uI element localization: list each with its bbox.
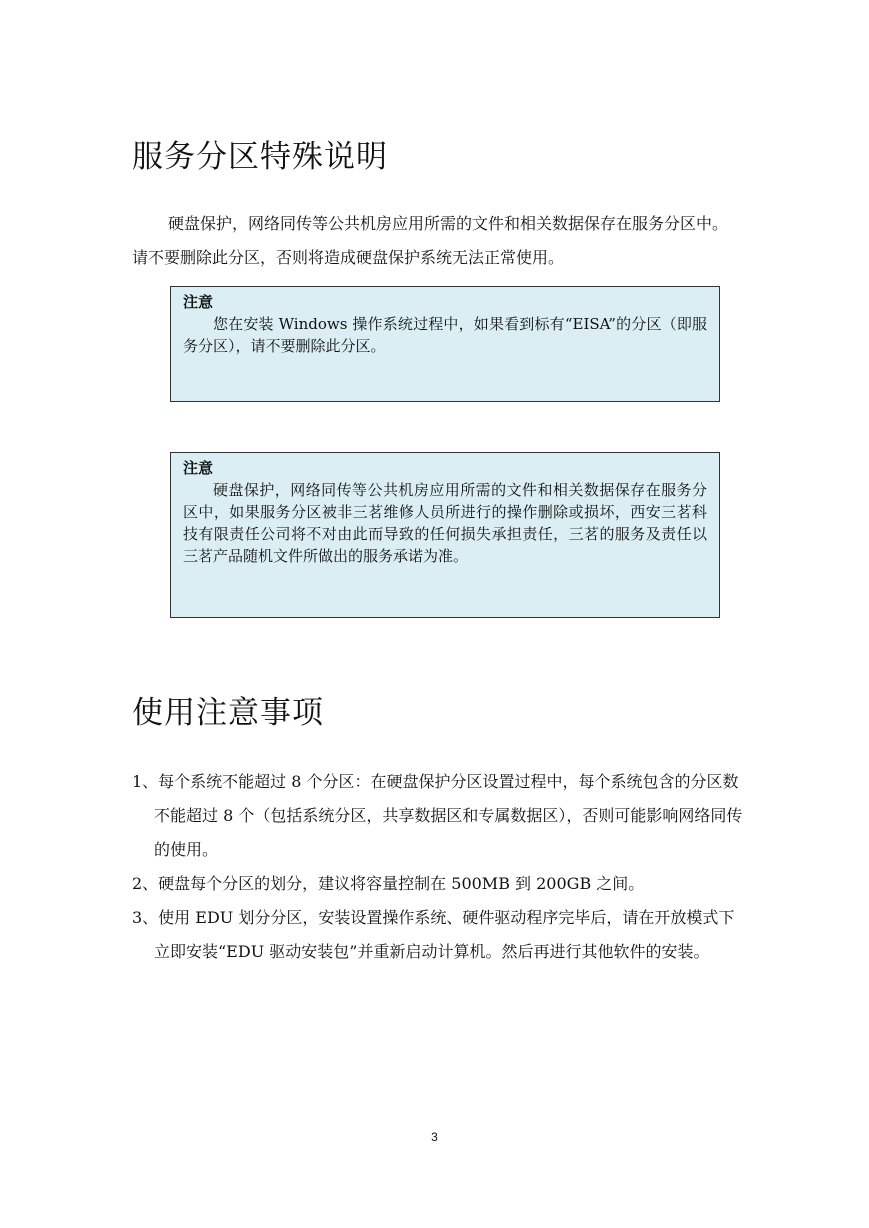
section-heading-service-partition: 服务分区特殊说明 xyxy=(132,139,388,175)
service-partition-paragraph: 硬盘保护，网络同传等公共机房应用所需的文件和相关数据保存在服务分区中。请不要删除此分区，否则将造成硬盘保护系统无法正常使用。 xyxy=(132,214,729,267)
list-item: 3、使用 EDU 划分分区，安装设置操作系统、硬件驱动程序完毕后，请在开放模式下立即安装“EDU 驱动安装包”并重新启动计算机。然后再进行其他软件的安装。 xyxy=(132,908,735,961)
usage-notes-list xyxy=(132,765,747,969)
note-title: 注意 xyxy=(183,459,214,477)
note-text-end: 此分区。 xyxy=(325,337,386,355)
note-body xyxy=(183,313,707,357)
note-title: 注意 xyxy=(183,293,214,311)
list-item: 1、每个系统不能超过 8 个分区：在硬盘保护分区设置过程中，每个系统包含的分区数不能超过 8 个（包括系统分区，共享数据区和专属数据区），否则可能影响网络同传的使用。 xyxy=(132,772,743,859)
note-box-eisa xyxy=(170,286,720,402)
note-emphasis: 不要删除 xyxy=(265,337,326,355)
page-number: 3 xyxy=(431,1130,438,1144)
note-box-liability xyxy=(170,452,720,618)
note-text: 您在安装 Windows 操作系统过程中，如果看到标有“EISA”的分区（即服务分区），请 xyxy=(183,315,707,355)
section-heading-usage-notes: 使用注意事项 xyxy=(132,695,324,731)
note-body: 硬盘保护，网络同传等公共机房应用所需的文件和相关数据保存在服务分区中，如果服务分区被非三茗维修人员所进行的操作删除或损坏，西安三茗科技有限责任公司将不对由此而导致的任何损失承担责任，三茗的服务及责任以三茗产品随机文件所做出的服务承诺为准。 xyxy=(183,481,707,565)
list-item: 2、硬盘每个分区的划分，建议将容量控制在 500MB 到 200GB 之间。 xyxy=(132,874,645,893)
